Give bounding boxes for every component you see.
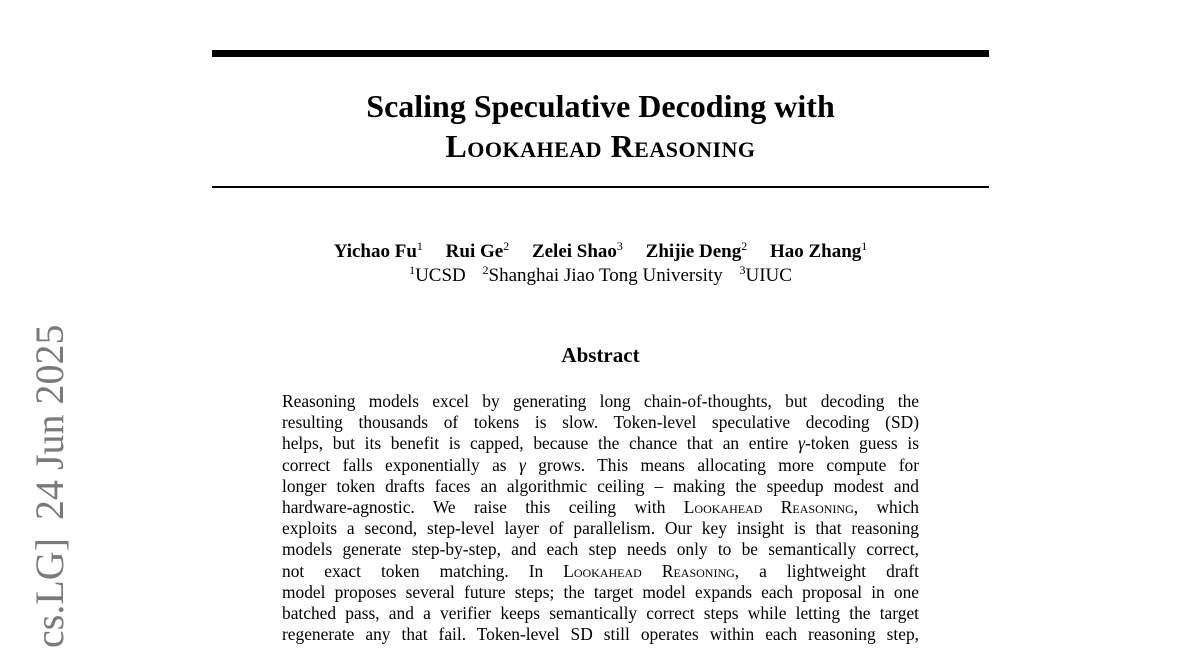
abstract-line: regenerate any that fail. Token-level SD still operates within each reasoning step, [282, 624, 919, 645]
affiliation: $^2$Shanghai Jiao Tong University [482, 263, 723, 286]
affiliation-list [212, 264, 989, 288]
arxiv-category: cs.LG] [27, 538, 72, 648]
abstract-line: model proposes several future steps; the target model expands each proposal in one [282, 581, 919, 602]
abstract-line: not exact token matching. In Lookahead Reasoning, a lightweight draft [282, 560, 919, 581]
abstract-line: batched pass, and a verifier keeps semantically correct steps while letting the target [282, 602, 919, 623]
author: Yichao Fu$^1$ [333, 239, 423, 262]
author: Zhijie Deng$^2$ [645, 239, 748, 262]
abstract-heading: Abstract [561, 343, 640, 367]
abstract-body [282, 391, 919, 645]
author: Zelei Shao$^3$ [531, 239, 623, 262]
arxiv-date: 24 Jun 2025 [27, 324, 72, 521]
abstract-line: exploits a second, step-level layer of parallelism. Our key insight is that reasoning [282, 518, 919, 539]
affiliation: $^1$UCSD [409, 263, 466, 286]
bottom-rule [212, 186, 989, 188]
author-list [212, 240, 989, 264]
abstract-line: longer token drafts faces an algorithmic ceiling – making the speedup modest and [282, 475, 919, 496]
affiliation: $^3$UIUC [739, 263, 792, 286]
author: Hao Zhang$^1$ [769, 239, 868, 262]
author: Rui Ge$^2$ [445, 239, 510, 262]
abstract-line: models generate step-by-step, and each step needs only to be semantically correct, [282, 539, 919, 560]
abstract-line: resulting thousands of tokens is slow. Token-level speculative decoding (SD) [282, 412, 919, 433]
abstract-line: helps, but its benefit is capped, because the chance that an entire γ-token guess is [282, 433, 919, 454]
top-rule [212, 50, 989, 57]
abstract-line: correct falls exponentially as γ grows. This means allocating more compute for [282, 454, 919, 475]
abstract-line: Reasoning models excel by generating long chain-of-thoughts, but decoding the [282, 391, 919, 411]
paper-title-line2: Lookahead Reasoning [445, 128, 756, 164]
arxiv-side-stamp [27, 324, 72, 648]
abstract-line: hardware-agnostic. We raise this ceiling with Lookahead Reasoning, which [282, 496, 919, 517]
paper-title-line1: Scaling Speculative Decoding with [366, 88, 835, 124]
